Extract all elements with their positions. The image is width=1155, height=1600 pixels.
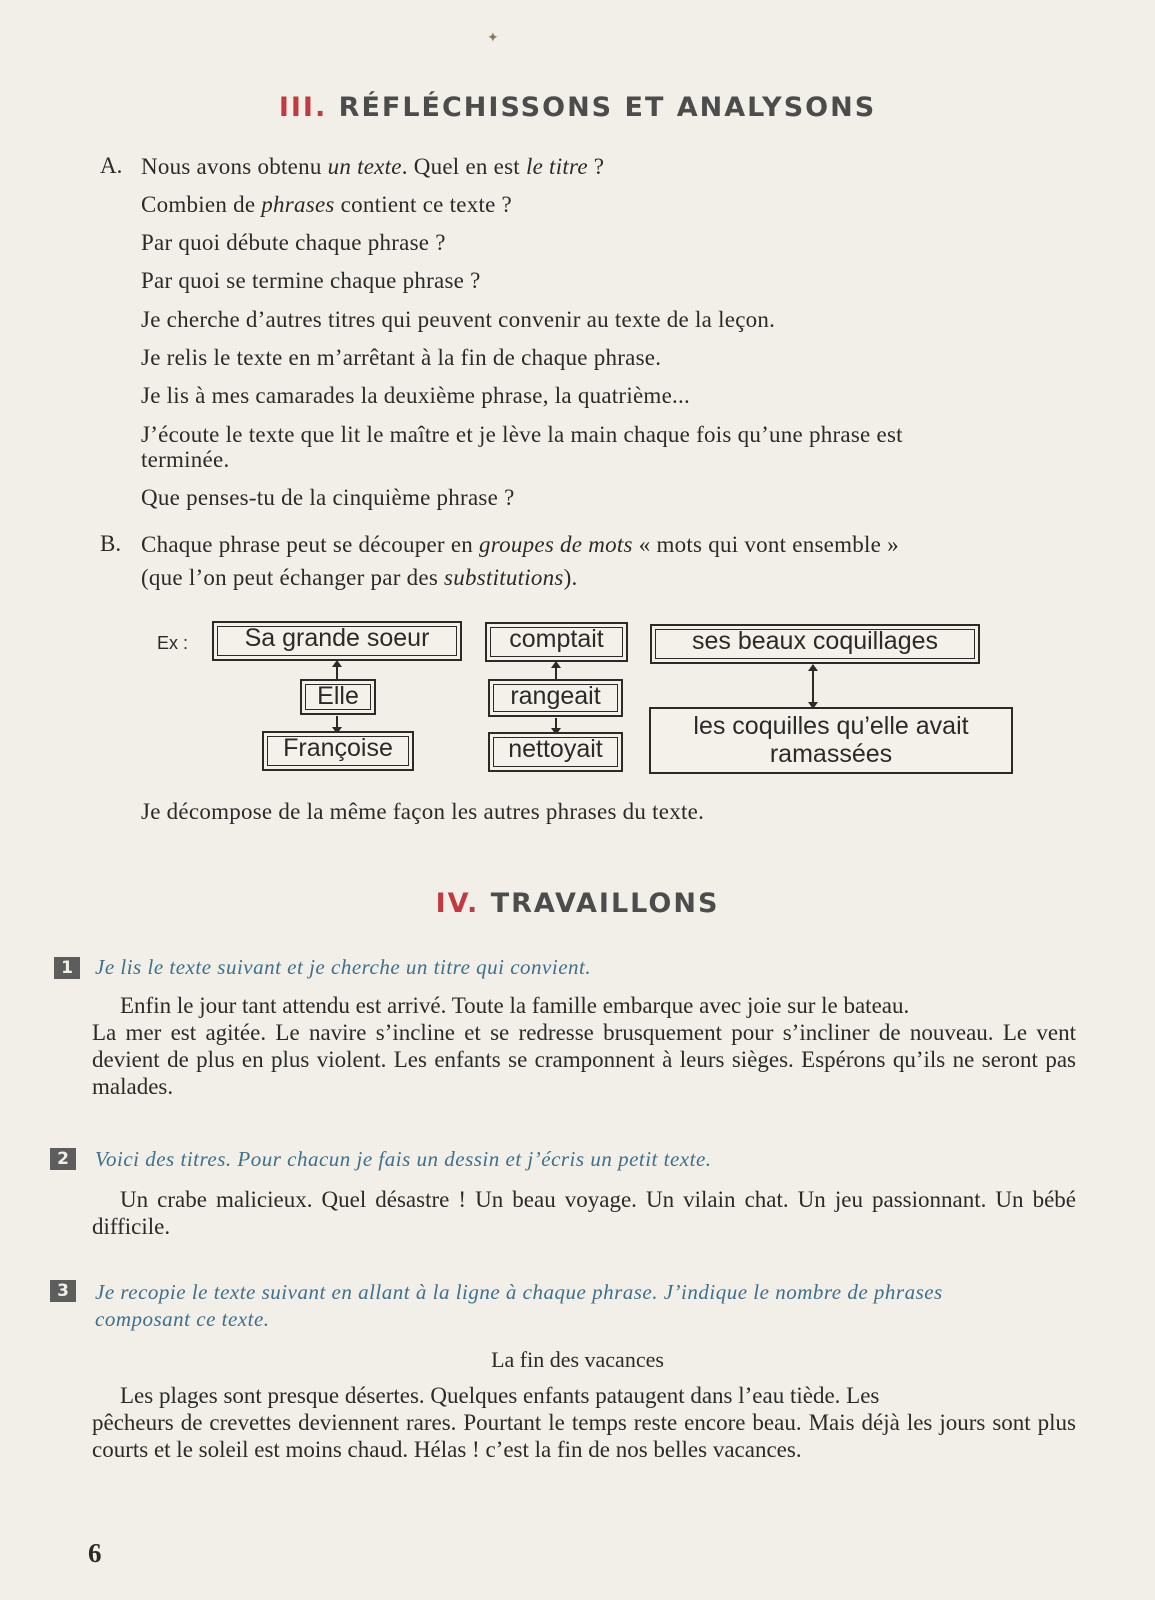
section-3-title [0,92,1155,123]
exercise-2-text: Un crabe malicieux. Quel désastre ! Un beau voyage. Un vilain chat. Un jeu passionnant. Un bébé difficile. [92,1187,1076,1239]
part-b-line1: Chaque phrase peut se découper en groupes de mots « mots qui vont ensemble » [141,532,899,557]
question-a9: Que penses-tu de la cinquième phrase ? [141,485,515,510]
arrow-up-icon [336,662,338,680]
exercise-3-number: 3 [50,1280,76,1302]
arrow-down-icon [336,716,338,732]
arrow-down-icon [555,718,557,733]
word-box-object: ses beaux coquillages [650,624,980,664]
word-box-coquilles: les coquilles qu’elle avait ramassées [649,707,1013,774]
word-box-rangeait: rangeait [488,679,623,717]
question-a4: Par quoi se termine chaque phrase ? [141,268,481,293]
question-a6: Je relis le texte en m’arrêtant à la fin de chaque phrase. [141,345,662,370]
exercise-3-instruction-line2: composant ce texte. [95,1307,270,1331]
exercise-1-instruction: Je lis le texte suivant et je cherche un titre qui convient. [95,955,592,979]
question-a5: Je cherche d’autres titres qui peuvent convenir au texte de la leçon. [141,307,776,332]
exercise-3-instruction-line1: Je recopie le texte suivant en allant à la ligne à chaque phrase. J’indique le nombre de phrases [95,1280,943,1304]
question-a8-line1: J’écoute le texte que lit le maître et je lève la main chaque fois qu’une phrase est [141,422,903,447]
word-box-verb: comptait [485,622,628,662]
section-4-number: IV. [435,888,480,919]
section-4-title [0,888,1155,919]
printer-mark: ✦ [487,31,499,46]
double-arrow-icon [812,666,814,707]
part-a-letter: A. [100,153,123,178]
arrow-up-icon [555,663,557,680]
question-a7: Je lis à mes camarades la deuxième phrase, la quatrième... [141,383,691,408]
page-number: 6 [88,1538,102,1568]
word-box-nettoyait: nettoyait [488,732,623,772]
exercise-3-text: Les plages sont presque désertes. Quelques enfants pataugent dans l’eau tiède. Les pêcheurs de crevettes deviennent rares. Pourtant le temps reste encore beau. Mais déjà les jours sont plus courts et le soleil est moins chaud. Hélas ! c’est la fin de nos belles vacances. [92,1383,1076,1462]
question-a2: Combien de phrases contient ce texte ? [141,192,513,217]
question-a1: Nous avons obtenu un texte. Quel en est le titre ? [141,154,605,179]
word-box-elle: Elle [300,679,376,715]
example-label: Ex : [157,633,189,653]
decompose-instruction: Je décompose de la même façon les autres phrases du texte. [141,799,705,824]
section-3-number: III. [278,92,328,123]
exercise-3-text-title: La fin des vacances [491,1347,664,1372]
part-b-letter: B. [100,531,122,556]
question-a8-line2: terminée. [141,447,230,472]
word-box-francoise: Françoise [262,731,414,771]
exercise-1-number: 1 [54,957,80,979]
part-b-line2: (que l’on peut échanger par des substitutions). [141,565,578,590]
exercise-2-instruction: Voici des titres. Pour chacun je fais un dessin et j’écris un petit texte. [95,1147,712,1171]
exercise-2-number: 2 [50,1148,76,1170]
exercise-1-text: Enfin le jour tant attendu est arrivé. Toute la famille embarque avec joie sur le bateau. La mer est agitée. Le navire s’incline et se redresse brusquement pour s’incliner de nouveau. Le vent devient de plus en plus violent. Les enfants se cramponnent à leurs sièges. Espérons qu’ils ne seront pas malades. [92,993,1076,1099]
section-4-heading: TRAVAILLONS [490,888,720,919]
word-box-subject: Sa grande soeur [212,621,462,661]
question-a3: Par quoi débute chaque phrase ? [141,230,446,255]
section-3-heading: RÉFLÉCHISSONS ET ANALYSONS [338,92,877,123]
